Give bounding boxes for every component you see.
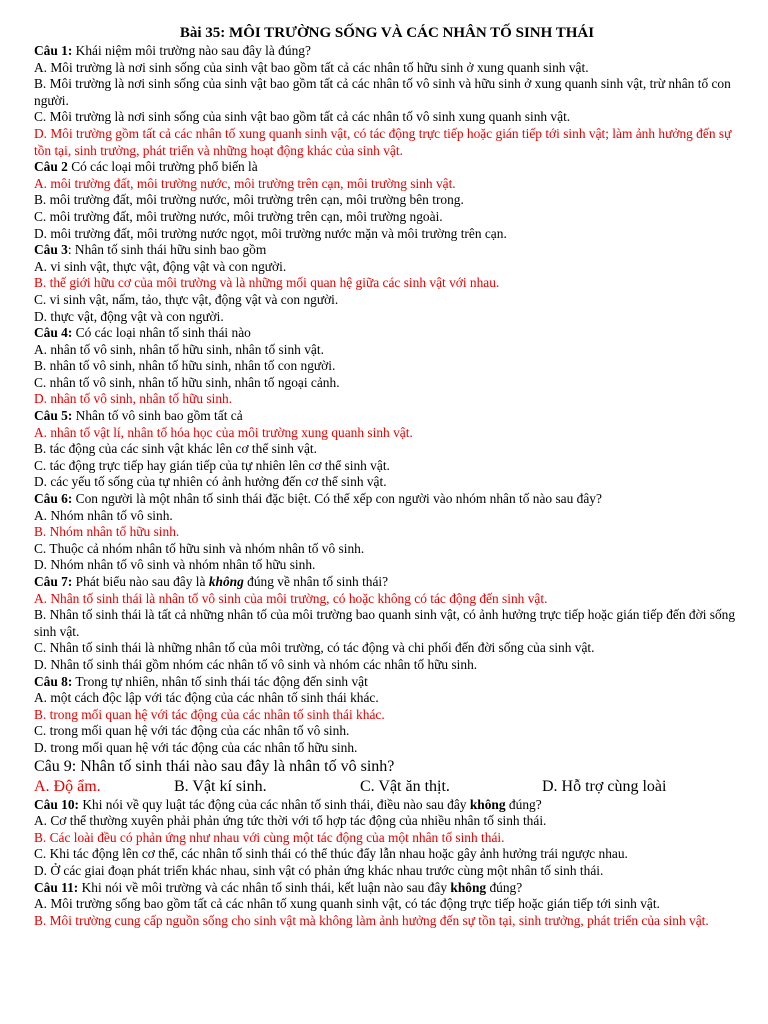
question-keyword: không	[450, 879, 487, 895]
question-5	[34, 408, 740, 491]
answer-option-d: D. các yếu tố sống của tự nhiên có ảnh hưởng đến cơ thể sinh vật.	[34, 474, 387, 490]
answer-option-a: A. Độ ẩm.	[34, 777, 101, 795]
question-7	[34, 574, 740, 674]
answer-option-c: C. Môi trường là nơi sinh sống của sinh vật bao gồm tất cả các nhân tố vô sinh xung quanh sinh vật.	[34, 109, 571, 125]
question-stem	[34, 797, 740, 814]
answer-option-b: B. trong mối quan hệ với tác động của các nhân tố sinh thái khác.	[34, 706, 385, 722]
answer-option-b: B. Các loài đều có phản ứng như nhau với cùng một tác động của một nhân tố sinh thái.	[34, 829, 505, 845]
question-number: Câu 10:	[34, 796, 80, 812]
answer-option-c: C. trong mối quan hệ với tác động của các nhân tố vô sinh.	[34, 723, 350, 739]
answer-option-b: B. Nhân tố sinh thái là tất cả những nhân tố của môi trường bao quanh sinh vật, có ảnh hưởng trực tiếp hoặc gián tiếp đến đời sống sinh vật.	[34, 607, 736, 639]
answer-option-d: D. môi trường đất, môi trường nước ngọt, môi trường nước mặn và môi trường trên cạn.	[34, 225, 507, 241]
question-stem	[34, 880, 740, 897]
answer-option-b: B. thế giới hữu cơ của môi trường và là những mối quan hệ giữa các sinh vật với nhau.	[34, 275, 500, 291]
question-11	[34, 880, 740, 930]
question-text: Khi nói về quy luật tác động của các nhân tố sinh thái, điều nào sau đây	[79, 796, 470, 812]
question-2	[34, 159, 740, 242]
question-text: Khi nói về môi trường và các nhân tố sinh thái, kết luận nào sau đây	[78, 879, 451, 895]
question-stem	[34, 242, 740, 259]
answer-option-c: C. nhân tố vô sinh, nhân tố hữu sinh, nhân tố ngoại cảnh.	[34, 374, 340, 390]
question-4	[34, 325, 740, 408]
answer-option-b: B. tác động của các sinh vật khác lên cơ thể sinh vật.	[34, 441, 317, 457]
question-number: Câu 5:	[34, 408, 73, 424]
answer-option-a: A. Nhân tố sinh thái là nhân tố vô sinh của môi trường, có hoặc không có tác động đến sinh vật.	[34, 590, 548, 606]
answer-option-d: D. trong mối quan hệ với tác động của các nhân tố hữu sinh.	[34, 739, 358, 755]
answer-option-d: D. Môi trường gồm tất cả các nhân tố xung quanh sinh vật, có tác động trực tiếp hoặc gián tiếp tới sinh vật; làm ảnh hưởng đến sự tồn tại, sinh trưởng, phát triển và những hoạt động khác của sinh vật.	[34, 125, 732, 158]
question-stem	[34, 408, 740, 425]
answer-option-a: A. Môi trường sống bao gồm tất cả các nhân tố xung quanh sinh vật, có tác động trực tiếp hoặc gián tiếp tới sinh vật.	[34, 896, 660, 912]
question-text: Phát biểu nào sau đây là	[72, 574, 209, 589]
answer-option-c: C. Vật ăn thịt.	[360, 777, 450, 795]
question-stem	[34, 43, 740, 60]
question-number: Câu 11:	[34, 879, 79, 895]
question-stem	[34, 574, 740, 591]
question-number: Câu 3	[34, 242, 68, 258]
question-text-end: đúng về nhân tố sinh thái?	[243, 574, 389, 589]
question-text: Nhân tố vô sinh bao gồm tất cả	[72, 408, 243, 424]
question-text: Có các loại môi trường phổ biến là	[67, 159, 258, 175]
question-9	[34, 757, 740, 797]
answer-option-d: D. thực vật, động vật và con người.	[34, 308, 224, 324]
question-text: Nhân tố sinh thái nào sau đây là nhân tố vô sinh?	[76, 757, 395, 775]
answer-option-b: B. Môi trường là nơi sinh sống của sinh vật bao gồm tất cả các nhân tố vô sinh và hữu sinh ở xung quanh sinh vật, trừ nhân tố con người.	[34, 76, 731, 108]
answer-option-a: A. Nhóm nhân tố vô sinh.	[34, 507, 173, 523]
question-text: : Nhân tố sinh thái hữu sinh bao gồm	[67, 242, 267, 258]
answer-option-a: A. nhân tố vô sinh, nhân tố hữu sinh, nhân tố sinh vật.	[34, 341, 324, 357]
answer-option-c: C. vi sinh vật, nấm, tảo, thực vật, động vật và con người.	[34, 291, 339, 307]
question-number: Câu 9:	[34, 757, 77, 775]
question-number: Câu 7:	[34, 574, 73, 589]
answer-option-b: B. nhân tố vô sinh, nhân tố hữu sinh, nhân tố con người.	[34, 358, 336, 374]
answer-option-a: A. môi trường đất, môi trường nước, môi trường trên cạn, môi trường sinh vật.	[34, 175, 456, 191]
question-6	[34, 491, 740, 574]
page-title: Bài 35: MÔI TRƯỜNG SỐNG VÀ CÁC NHÂN TỐ SINH THÁI	[179, 25, 595, 41]
question-text-end: đúng?	[505, 796, 542, 812]
answer-option-d: D. Ở các giai đoạn phát triển khác nhau, sinh vật có phản ứng khác nhau trước cùng một nhân tố sinh thái.	[34, 862, 604, 878]
answer-option-c: C. môi trường đất, môi trường nước, môi trường trên cạn, môi trường ngoài.	[34, 208, 443, 224]
answer-option-c: C. Khi tác động lên cơ thể, các nhân tố sinh thái có thể thúc đẩy lẫn nhau hoặc gây ảnh hưởng trái ngược nhau.	[34, 846, 628, 862]
question-stem	[34, 674, 740, 691]
question-stem	[34, 491, 740, 508]
question-text: Trong tự nhiên, nhân tố sinh thái tác động đến sinh vật	[72, 673, 368, 689]
answer-option-b: B. môi trường đất, môi trường nước, môi trường trên cạn, môi trường bên trong.	[34, 192, 464, 208]
answer-option-c: C. Nhân tố sinh thái là những nhân tố của môi trường, có tác động và chi phối đến đời sống của sinh vật.	[34, 640, 595, 656]
answer-option-a: A. Cơ thể thường xuyên phải phản ứng tức thời với tổ hợp tác động của nhiều nhân tố sinh thái.	[34, 813, 547, 829]
question-stem	[34, 159, 740, 176]
question-text-end: đúng?	[486, 879, 523, 895]
question-text: Khái niệm môi trường nào sau đây là đúng?	[72, 43, 311, 58]
answer-option-a: A. nhân tố vật lí, nhân tố hóa học của môi trường xung quanh sinh vật.	[34, 424, 413, 440]
question-number: Câu 1:	[34, 43, 73, 58]
answer-option-b: B. Nhóm nhân tố hữu sinh.	[34, 524, 180, 540]
answer-option-b: B. Vật kí sinh.	[174, 777, 267, 795]
question-keyword: không	[469, 796, 506, 812]
answer-options-row	[34, 777, 740, 797]
question-text: Có các loại nhân tố sinh thái nào	[72, 325, 251, 341]
question-stem	[34, 325, 740, 342]
answer-option-a: A. Môi trường là nơi sinh sống của sinh vật bao gồm tất cả các nhân tố hữu sinh ở xung quanh sinh vật.	[34, 59, 589, 75]
question-number: Câu 4:	[34, 325, 73, 341]
question-number: Câu 6:	[34, 491, 73, 507]
question-text: Con người là một nhân tố sinh thái đặc biệt. Có thể xếp con người vào nhóm nhân tố nào sau đây?	[72, 491, 602, 507]
question-1	[34, 43, 740, 159]
answer-option-a: A. vi sinh vật, thực vật, động vật và con người.	[34, 258, 287, 274]
question-8	[34, 674, 740, 757]
answer-option-a: A. một cách độc lập với tác động của các nhân tố sinh thái khác.	[34, 690, 379, 706]
question-keyword: không	[208, 574, 244, 589]
answer-option-c: C. tác động trực tiếp hay gián tiếp của tự nhiên lên cơ thể sinh vật.	[34, 457, 390, 473]
answer-option-c: C. Thuộc cả nhóm nhân tố hữu sinh và nhóm nhân tố vô sinh.	[34, 540, 365, 556]
answer-option-d: D. Hỗ trợ cùng loài	[542, 777, 667, 795]
answer-option-b: B. Môi trường cung cấp nguồn sống cho sinh vật mà không làm ảnh hưởng đến sự tồn tại, sinh trưởng, phát triển của sinh vật.	[34, 912, 709, 928]
question-stem	[34, 757, 740, 777]
question-10	[34, 797, 740, 880]
answer-option-d: D. Nhân tố sinh thái gồm nhóm các nhân tố vô sinh và nhóm các nhân tố hữu sinh.	[34, 656, 478, 672]
answer-option-d: D. Nhóm nhân tố vô sinh và nhóm nhân tố hữu sinh.	[34, 557, 316, 573]
question-number: Câu 8:	[34, 673, 73, 689]
question-number: Câu 2	[34, 159, 68, 175]
answer-option-d: D. nhân tố vô sinh, nhân tố hữu sinh.	[34, 391, 233, 407]
question-3	[34, 242, 740, 325]
